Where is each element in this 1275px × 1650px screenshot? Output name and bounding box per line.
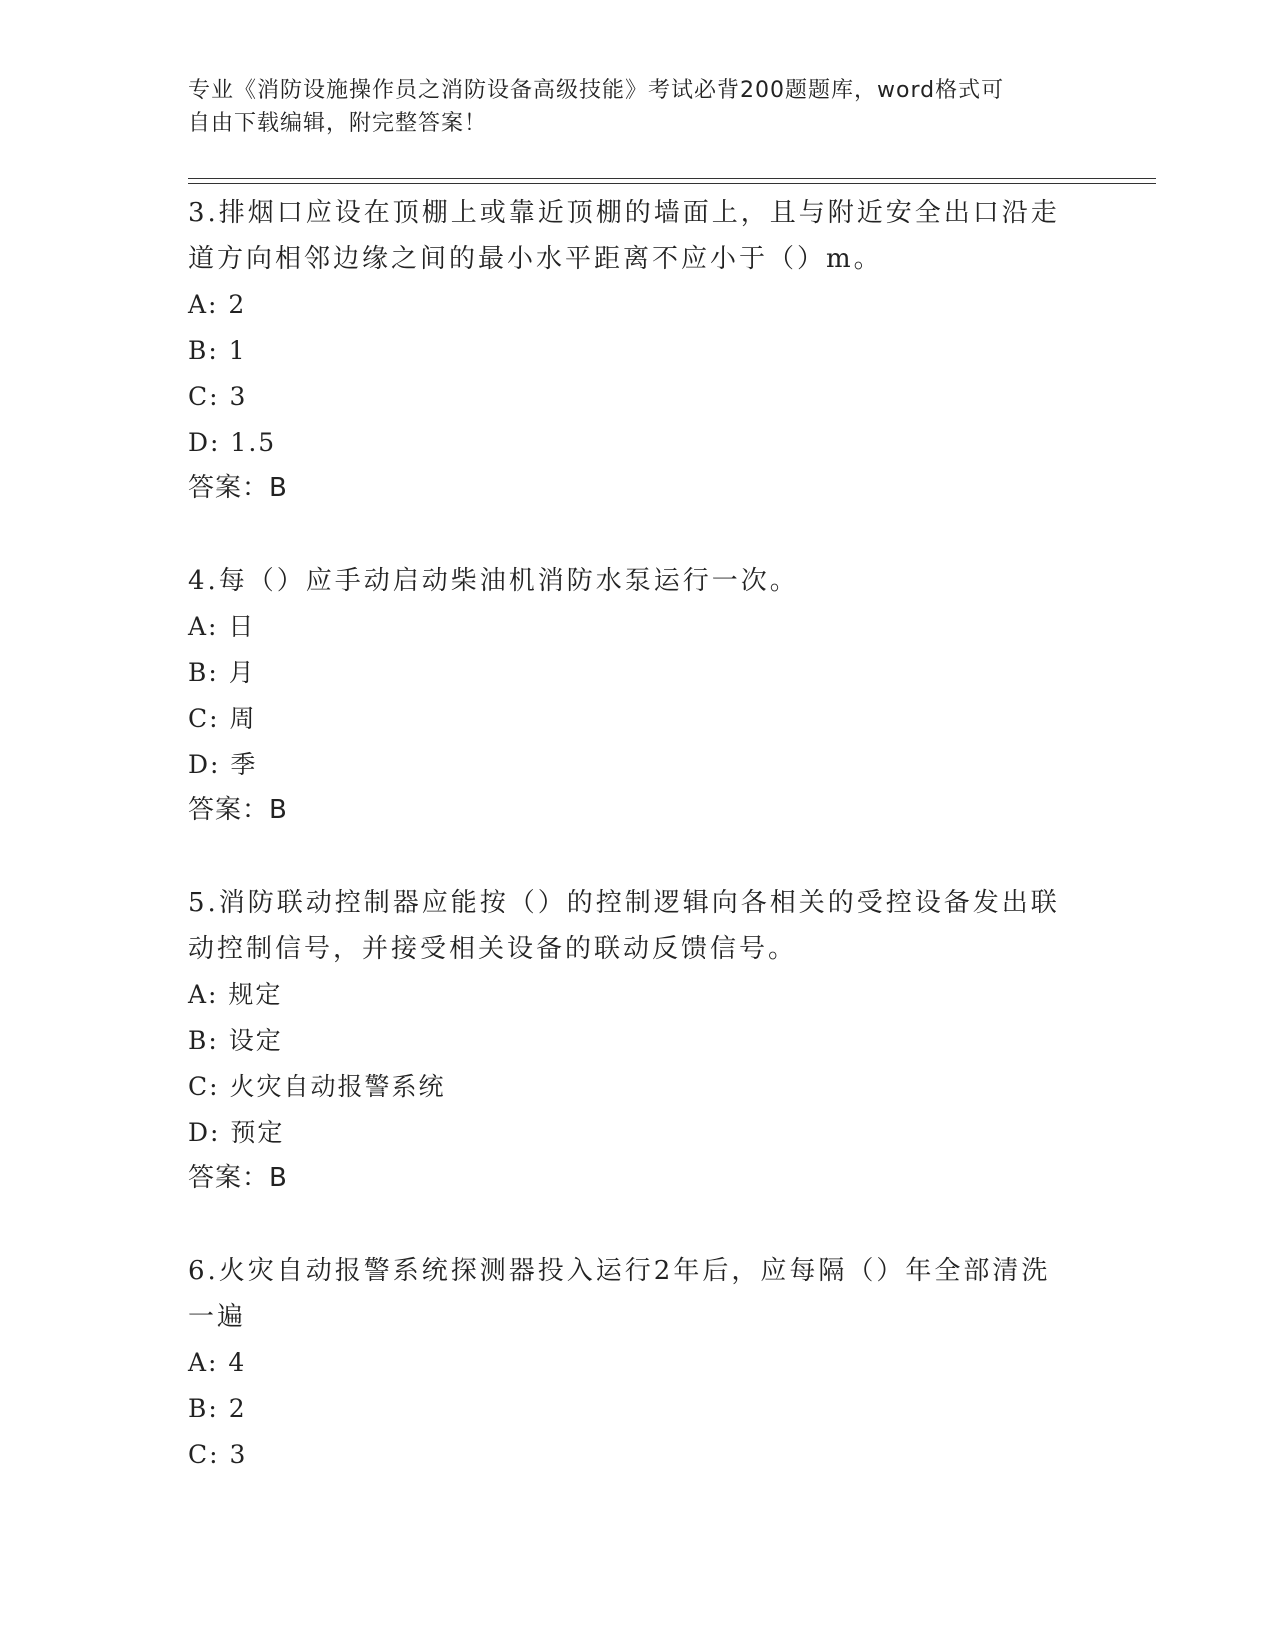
question-stem: 3.排烟口应设在顶棚上或靠近顶棚的墙面上，且与附近安全出口沿走道方向相邻边缘之间的最小水平距离不应小于（）m。 <box>188 198 1060 274</box>
question-6 <box>188 1248 1068 1478</box>
question-3 <box>188 190 1068 510</box>
option-d: D: 预定 <box>188 1118 285 1147</box>
question-list <box>188 190 1068 1526</box>
option-b: B: 2 <box>188 1394 247 1423</box>
question-stem: 6.火灾自动报警系统探测器投入运行2年后，应每隔（）年全部清洗一遍 <box>188 1256 1051 1332</box>
header-line-2: 自由下载编辑，附完整答案！ <box>188 111 488 136</box>
document-header <box>188 74 1068 140</box>
question-5 <box>188 880 1068 1200</box>
header-divider-bottom <box>188 183 1156 184</box>
option-c: C: 周 <box>188 704 257 733</box>
option-a: A: 规定 <box>188 980 283 1009</box>
option-b: B: 1 <box>188 336 247 365</box>
option-d: D: 1.5 <box>188 428 277 457</box>
header-line-1: 专业《消防设施操作员之消防设备高级技能》考试必背200题题库，word格式可 <box>188 78 1005 103</box>
option-c: C: 3 <box>188 1440 248 1469</box>
answer-line: 答案：B <box>188 1163 288 1193</box>
option-c: C: 3 <box>188 382 248 411</box>
question-4 <box>188 558 1068 832</box>
question-stem: 4.每（）应手动启动柴油机消防水泵运行一次。 <box>188 566 799 596</box>
option-b: B: 月 <box>188 658 256 687</box>
option-a: A: 2 <box>188 290 247 319</box>
header-divider-top <box>188 178 1156 179</box>
option-a: A: 日 <box>188 612 256 641</box>
option-a: A: 4 <box>188 1348 247 1377</box>
option-b: B: 设定 <box>188 1026 283 1055</box>
answer-line: 答案：B <box>188 473 288 503</box>
answer-line: 答案：B <box>188 795 288 825</box>
question-stem: 5.消防联动控制器应能按（）的控制逻辑向各相关的受控设备发出联动控制信号，并接受相关设备的联动反馈信号。 <box>188 888 1060 964</box>
option-d: D: 季 <box>188 750 258 779</box>
option-c: C: 火灾自动报警系统 <box>188 1072 446 1101</box>
